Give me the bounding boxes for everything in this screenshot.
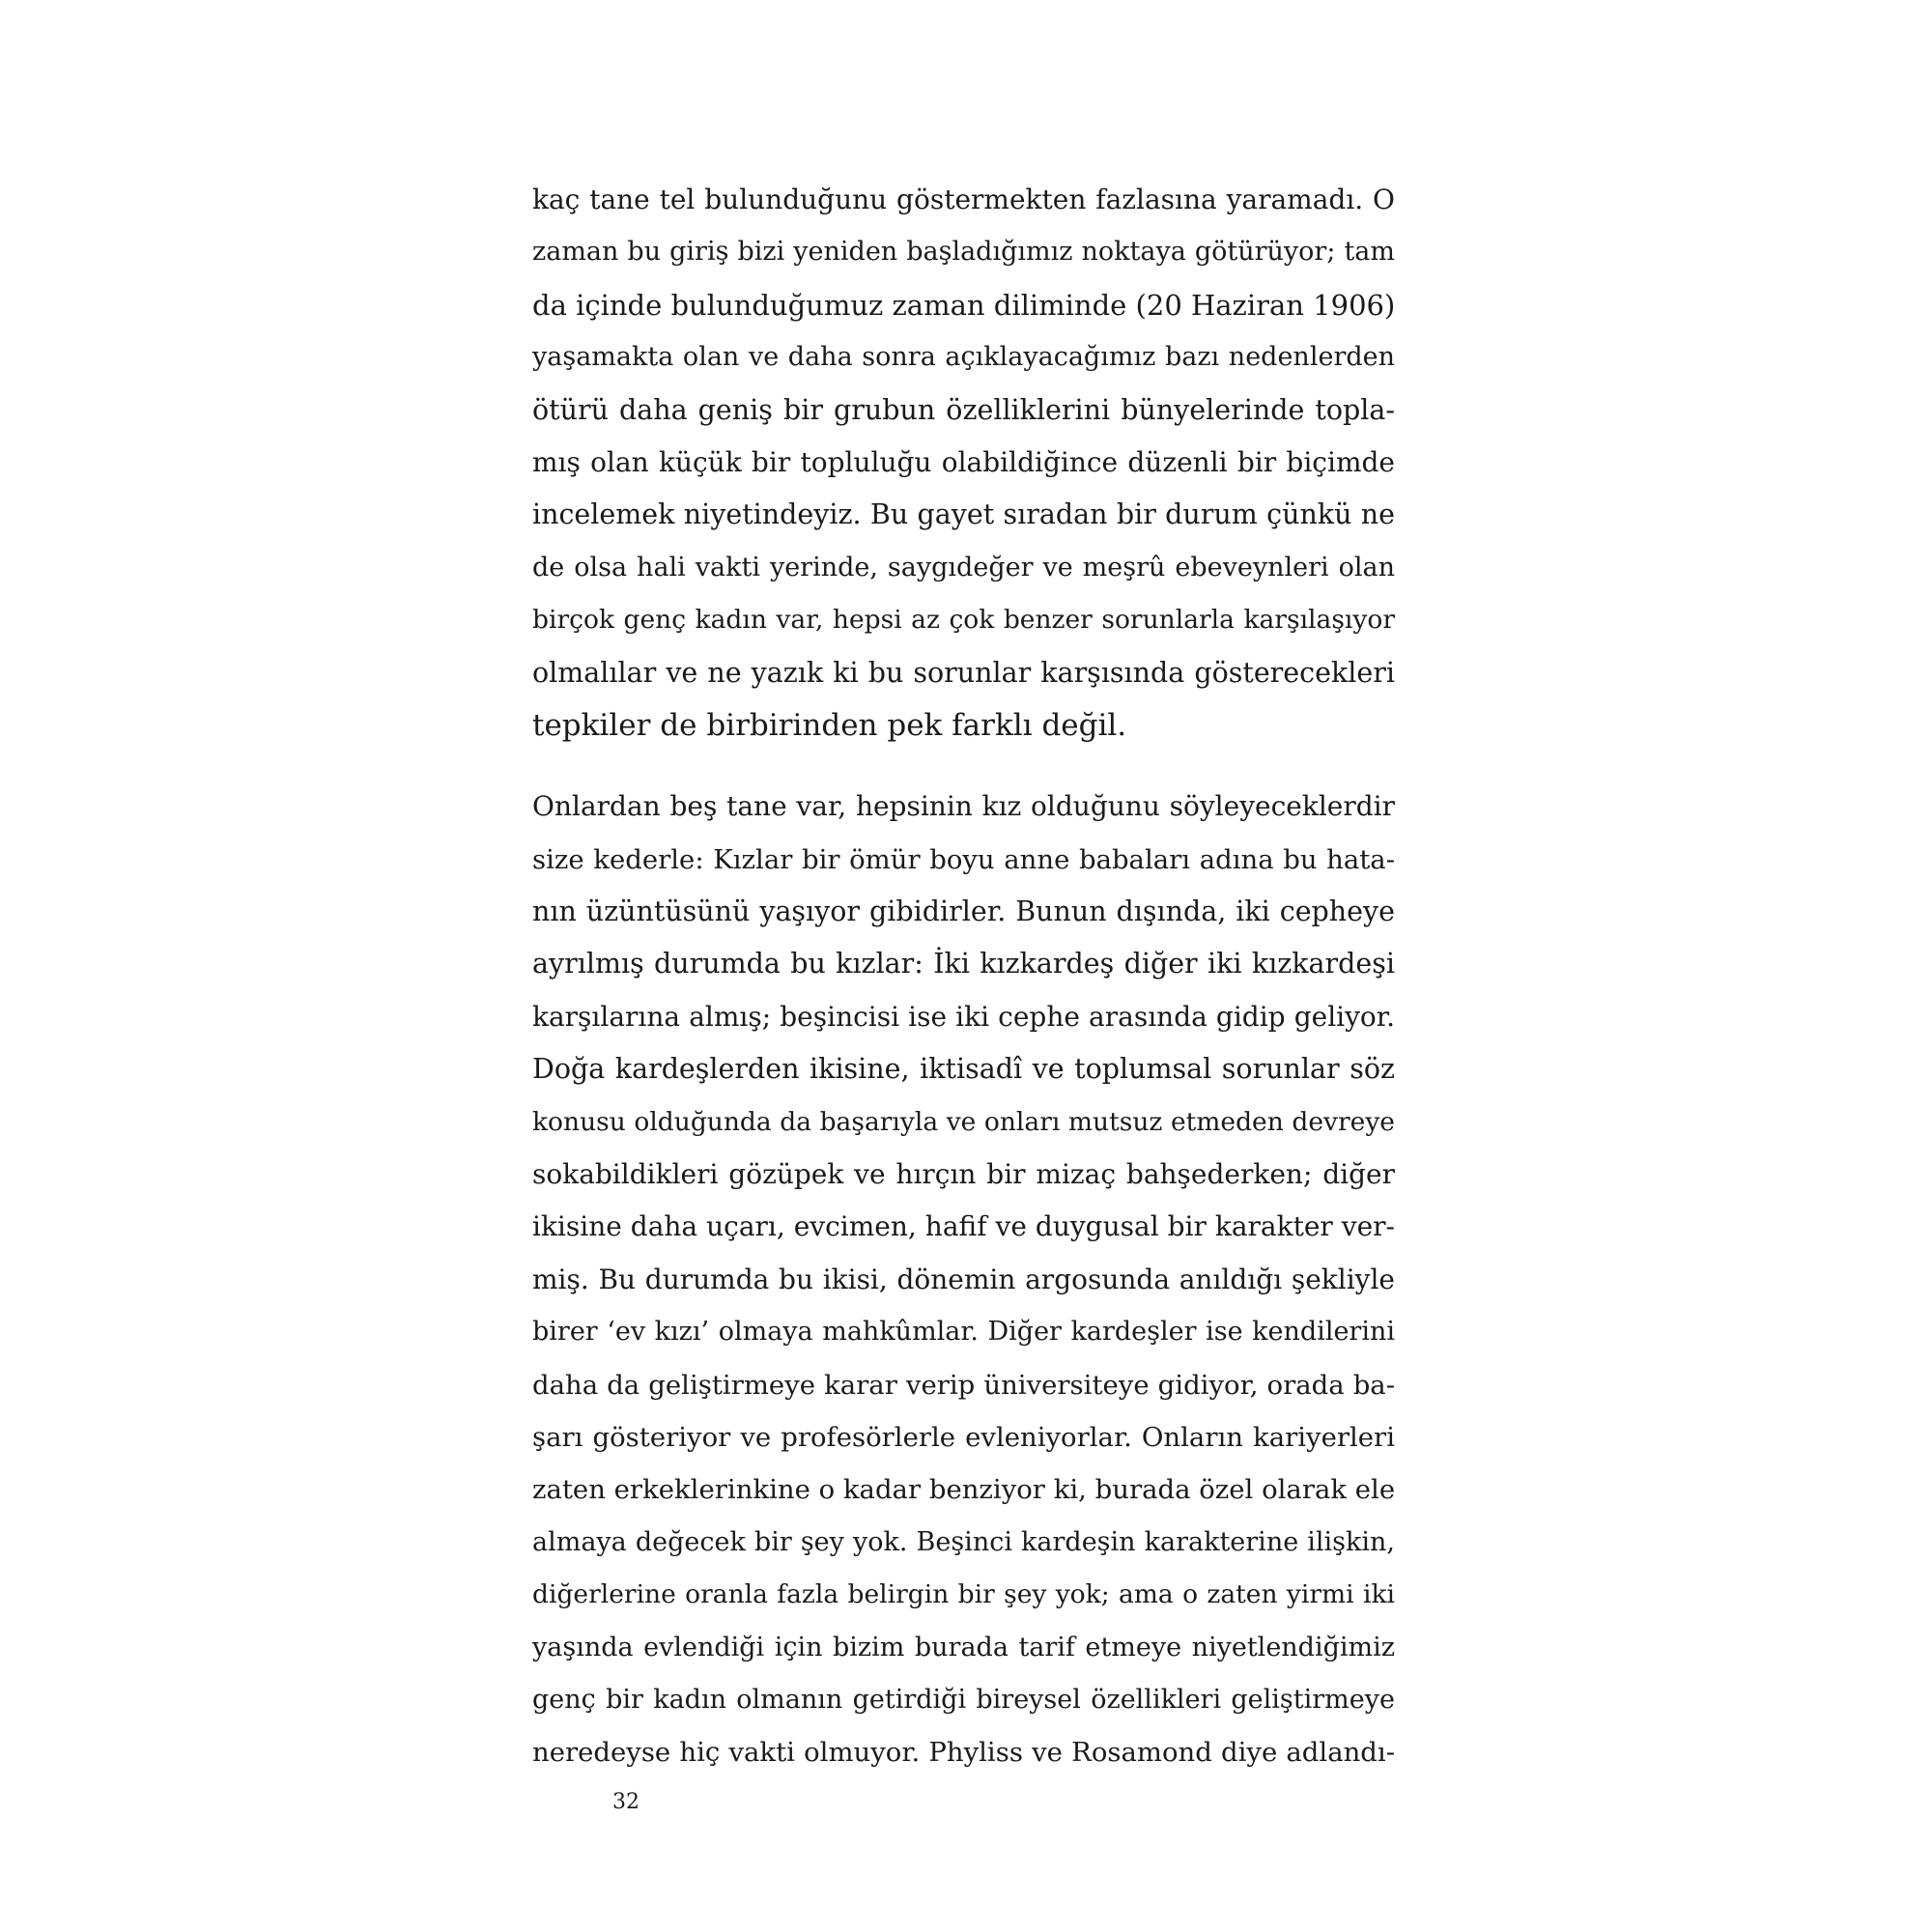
paragraph-2 bbox=[532, 781, 1395, 1778]
text-line: genç bir kadın olmanın getirdiği bireysel özellikleri geliştirmeye bbox=[532, 1684, 1395, 1715]
body-text bbox=[532, 174, 1395, 1779]
text-line: yaşında evlendiği için bizim burada tarif etmeye niyetlendiğimiz bbox=[532, 1632, 1395, 1662]
text-line: yaşamakta olan ve daha sonra açıklayacağımız bazı nedenlerden bbox=[532, 342, 1395, 373]
text-line: birer ‘ev kızı’ olmaya mahkûmlar. Diğer kardeşler ise kendilerini bbox=[532, 1317, 1395, 1348]
text-line: ikisine daha uçarı, evcimen, hafif ve duygusal bir karakter ver- bbox=[532, 1210, 1395, 1243]
paragraph-gap bbox=[532, 752, 1395, 781]
text-line: ayrılmış durumda bu kızlar: İki kızkardeş diğer iki kızkardeşi bbox=[532, 948, 1395, 980]
paragraph-1 bbox=[532, 174, 1395, 752]
text-line: diğerlerine oranla fazla belirgin bir şey yok; ama o zaten yirmi iki bbox=[532, 1579, 1395, 1610]
text-line: incelemek niyetindeyiz. Bu gayet sıradan bir durum çünkü ne bbox=[532, 498, 1395, 531]
text-line: Onlardan beş tane var, hepsinin kız olduğunu söyleyeceklerdir bbox=[532, 790, 1395, 823]
text-line: neredeyse hiç vakti olmuyor. Phyliss ve Rosamond diye adlandı- bbox=[532, 1737, 1395, 1769]
text-line: karşılarına almış; beşincisi ise iki cephe arasında gidip geliyor. bbox=[532, 1000, 1395, 1033]
text-line: mış olan küçük bir topluluğu olabildiğince düzenli bir biçimde bbox=[532, 445, 1395, 478]
text-line: ötürü daha geniş bir grubun özelliklerini bünyelerinde topla- bbox=[532, 393, 1395, 426]
text-line: konusu olduğunda da başarıyla ve onları mutsuz etmeden devreye bbox=[532, 1106, 1395, 1137]
text-line: tepkiler de birbirinden pek farklı değil. bbox=[532, 707, 1127, 743]
text-line: Doğa kardeşlerden ikisine, iktisadî ve toplumsal sorunlar söz bbox=[532, 1053, 1395, 1086]
text-line: miş. Bu durumda bu ikisi, dönemin argosunda anıldığı şekliyle bbox=[532, 1263, 1395, 1295]
text-line: de olsa hali vakti yerinde, saygıdeğer ve meşrû ebeveynleri olan bbox=[532, 552, 1395, 582]
text-line: zaman bu giriş bizi yeniden başladığımız noktaya götürüyor; tam bbox=[532, 237, 1395, 268]
text-line: şarı gösteriyor ve profesörlerle evleniyorlar. Onların kariyerleri bbox=[532, 1421, 1395, 1453]
text-line: nın üzüntüsünü yaşıyor gibidirler. Bunun dışında, iki cepheye bbox=[532, 895, 1395, 928]
text-line: size kederle: Kızlar bir ömür boyu anne babaları adına bu hata- bbox=[532, 843, 1395, 875]
text-line: sokabildikleri gözüpek ve hırçın bir mizaç bahşederken; diğer bbox=[532, 1158, 1395, 1191]
text-line: almaya değecek bir şey yok. Beşinci kardeşin karakterine ilişkin, bbox=[532, 1526, 1395, 1557]
page-number: 32 bbox=[612, 1790, 639, 1814]
text-line: daha da geliştirmeye karar verip üniversiteye gidiyor, orada ba- bbox=[532, 1369, 1395, 1401]
text-line: zaten erkeklerinkine o kadar benziyor ki, burada özel olarak ele bbox=[532, 1474, 1396, 1506]
text-line: kaç tane tel bulunduğunu göstermekten fazlasına yaramadı. O bbox=[532, 184, 1395, 215]
text-line: da içinde bulunduğumuz zaman diliminde (20 Haziran 1906) bbox=[532, 288, 1396, 322]
text-line: olmalılar ve ne yazık ki bu sorunlar karşısında gösterecekleri bbox=[532, 656, 1395, 689]
text-line: birçok genç kadın var, hepsi az çok benzer sorunlarla karşılaşıyor bbox=[532, 605, 1395, 636]
